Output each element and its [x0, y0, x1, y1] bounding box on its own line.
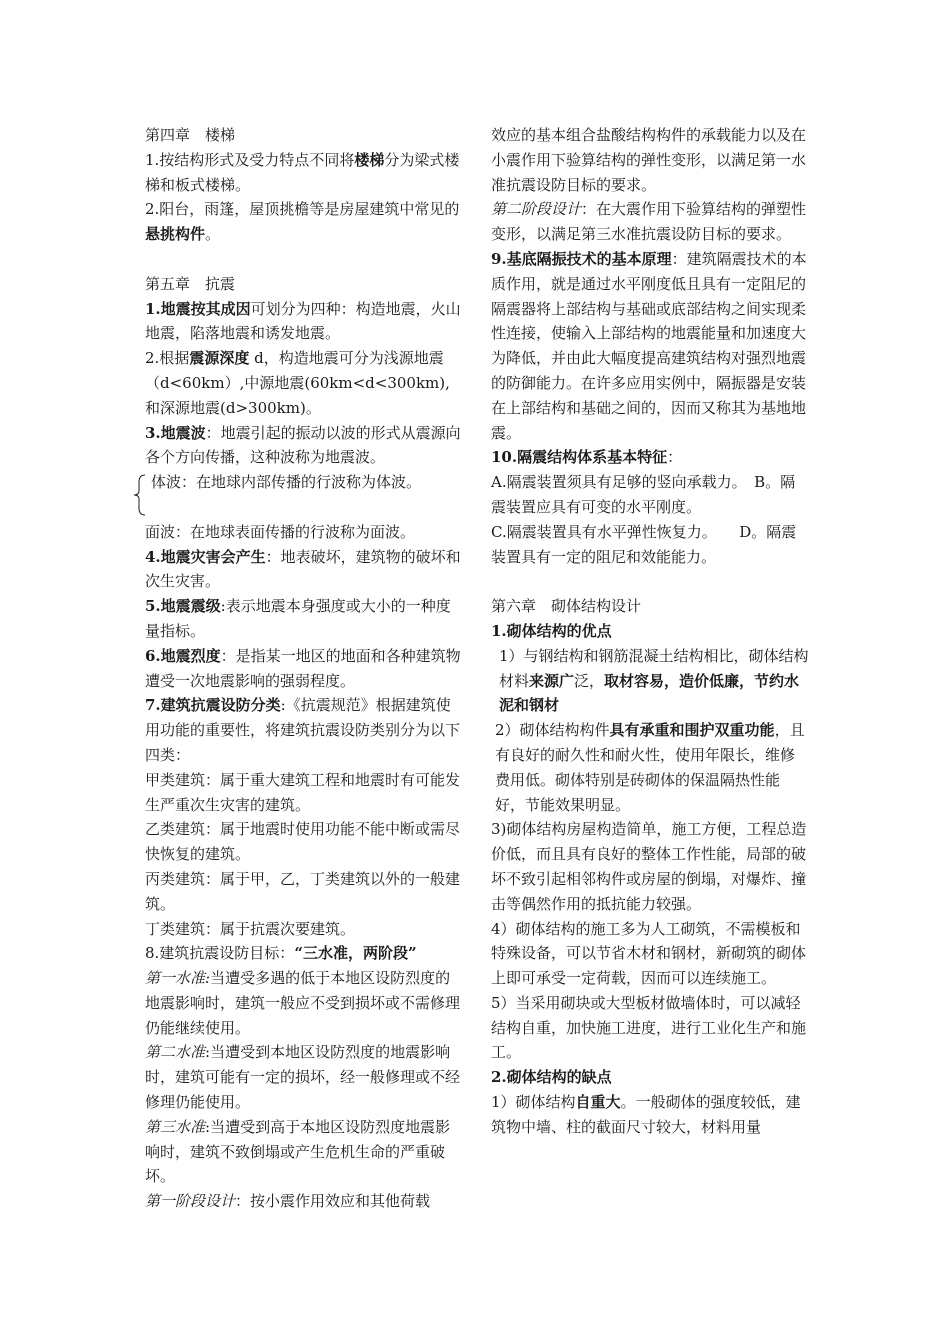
level-1: 第一水准:当遭受多遇的低于本地区设防烈度的地震影响时，建筑一般应不受到损坏或不需修理仍能继续使用。	[145, 969, 461, 1037]
advantage-2: 2）砌体结构构件具有承重和围护双重功能，且有良好的耐久性和耐火性，使用年限长，维修费用低。砌体特别是砖砌体的保温隔热性能好，节能效果明显。	[495, 721, 805, 814]
ch5-item-4: 4.地震灾害会产生：地表破坏，建筑物的破坏和次生灾害。	[145, 547, 461, 591]
ch5-item-2: 2.根据震源深度 d，构造地震可分为浅源地震（d<60km）,中源地震(60km<d<300km),和深源地震(d>300km)。	[145, 349, 450, 417]
level-2: 第二水准:当遭受到本地区设防烈度的地震影响时，建筑可能有一定的损坏，经一般修理或不经修理仍能使用。	[145, 1043, 461, 1112]
class-b: 乙类建筑：属于地震时使用功能不能中断或需尽快恢复的建筑。	[145, 820, 461, 864]
chapter5-title: 第五章 抗震	[145, 274, 236, 293]
class-d: 丁类建筑：属于抗震次要建筑。	[145, 919, 356, 938]
ch5-item-9: 9.基底隔振技术的基本原理：建筑隔震技术的本质作用，就是通过水平刚度低且具有一定阻尼的隔震器将上部结构与基础或底部结构之间实现柔性连接，使输入上部结构的地震能量和加速度大为降低，并由此大幅度提高建筑结构对强烈地震的防御能力。在许多应用实例中，隔振器是安装在上部结构和基础之间的，因而又称其为基地地震。	[491, 249, 807, 442]
brace-icon	[133, 474, 147, 516]
advantage-3: 3)砌体结构房屋构造简单，施工方便，工程总造价低，而且具有良好的整体工作性能，局部的破坏不致引起相邻构件或房屋的倒塌，对爆炸、撞击等偶然作用的抵抗能力较强。	[491, 820, 807, 913]
right-column	[491, 123, 809, 1140]
chapter6-title: 第六章 砌体结构设计	[491, 597, 642, 616]
ch4-item-1: 1.按结构形式及受力特点不同将楼梯分为梁式楼梯和板式楼梯。	[145, 150, 460, 194]
advantages-heading: 1.砌体结构的优点	[491, 621, 612, 640]
disadvantage-1: 1）砌体结构自重大。一般砌体的强度较低，建筑物中墙、柱的截面尺寸较大，材料用量	[491, 1093, 801, 1136]
ch4-item-2: 2.阳台，雨篷，屋顶挑檐等是房屋建筑中常见的悬挑构件。	[145, 200, 460, 244]
stage-1: 第一阶段设计：按小震作用效应和其他荷载	[145, 1192, 431, 1211]
ch5-item-6: 6.地震烈度：是指某一地区的地面和各种建筑物遭受一次地震影响的强弱程度。	[145, 646, 461, 690]
advantage-1: 1）与钢结构和钢筋混凝土结构相比，砌体结构材料来源广泛，取材容易，造价低廉，节约水泥和钢材	[499, 646, 809, 715]
class-a: 甲类建筑：属于重大建筑工程和地震时有可能发生严重次生灾害的建筑。	[145, 770, 461, 814]
features-ab: A.隔震装置须具有足够的竖向承载力。 B。隔震装置应具有可变的水平刚度。	[491, 473, 796, 516]
surface-wave: 面波：在地球表面传播的行波称为面波。	[145, 522, 416, 541]
disadvantages-heading: 2.砌体结构的缺点	[491, 1068, 612, 1087]
ch5-item-10: 10.隔震结构体系基本特征：	[491, 448, 683, 467]
body-wave: 体波：在地球内部传播的行波称为体波。	[151, 473, 422, 492]
features-cd: C.隔震装置具有水平弹性恢复力。 D。隔震装置具有一定的阻尼和效能能力。	[491, 522, 797, 566]
ch5-item-3: 3.地震波：地震引起的振动以波的形式从震源向各个方向传播，这种波称为地震波。	[145, 423, 461, 467]
advantage-5: 5）当采用砌块或大型板材做墙体时，可以减轻结构自重，加快施工进度，进行工业化生产和施工。	[491, 993, 807, 1062]
stage-1-continued: 效应的基本组合盐酸结构构件的承载能力以及在小震作用下验算结构的弹性变形，以满足第一水准抗震设防目标的要求。	[491, 126, 807, 194]
class-c: 丙类建筑：属于甲，乙，丁类建筑以外的一般建筑。	[145, 869, 461, 913]
level-3: 第三水准:当遭受到高于本地区设防烈度地震影响时，建筑不致倒塌或产生危机生命的严重破坏。	[145, 1117, 451, 1186]
ch5-item-5: 5.地震震级:表示地震本身强度或大小的一种度量指标。	[145, 597, 451, 640]
advantage-4: 4）砌体结构的施工多为人工砌筑，不需模板和特殊设备，可以节省木材和钢材，新砌筑的砌体上即可承受一定荷载，因而可以连续施工。	[491, 919, 807, 988]
ch5-item-7: 7.建筑抗震设防分类:《抗震规范》根据建筑使用功能的重要性，将建筑抗震设防类别分为以下四类：	[145, 696, 461, 764]
wave-types	[145, 470, 463, 544]
stage-2: 第二阶段设计：在大震作用下验算结构的弹塑性变形，以满足第三水准抗震设防目标的要求。	[491, 200, 807, 244]
ch5-item-1: 1.地震按其成因可划分为四种：构造地震，火山地震，陷落地震和诱发地震。	[145, 299, 461, 343]
ch5-item-8: 8.建筑抗震设防目标：“三水准，两阶段”	[145, 944, 417, 963]
chapter4-title: 第四章 楼梯	[145, 126, 236, 144]
left-column	[145, 123, 463, 1214]
